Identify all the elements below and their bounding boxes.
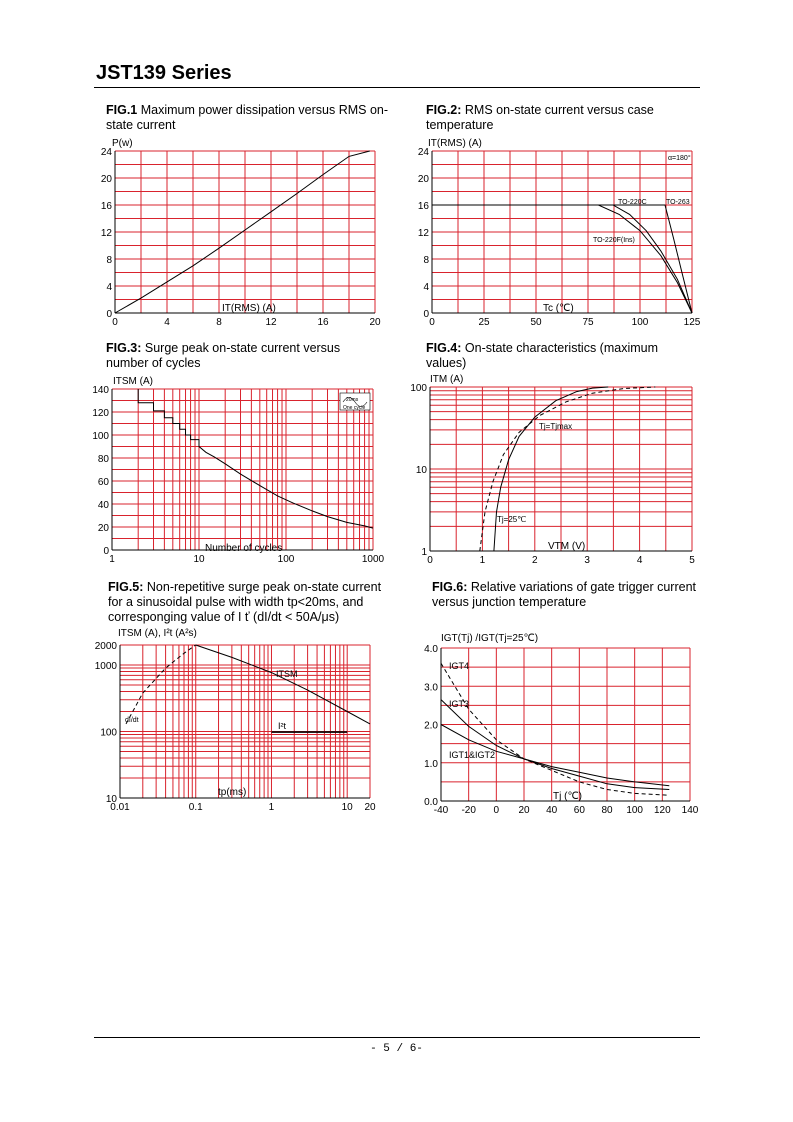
fig1-text: Maximum power dissipation versus RMS on-state current	[106, 103, 389, 132]
chart6-x-tick-label: 100	[626, 805, 644, 816]
chart2-y-tick-label: 0	[423, 309, 429, 320]
chart1-y-tick-label: 8	[106, 255, 112, 266]
chart3-y-tick-label: 20	[97, 523, 109, 534]
chart2-series-label-to263: TO-263	[666, 199, 690, 206]
chart2-alpha-annotation: α=180°	[668, 155, 691, 162]
chart4-series-label-tj25: Tj=25℃	[497, 515, 527, 524]
fig2-label: FIG.2:	[426, 103, 462, 117]
chart6-y-tick-label: 1.0	[424, 758, 438, 770]
chart1-x-axis-label: IT(RMS) (A)	[222, 303, 276, 314]
chart1-y-tick-label: 12	[100, 228, 112, 239]
chart1-x-tick-label: 16	[317, 317, 329, 328]
chart3-y-tick-label: 60	[97, 477, 109, 488]
chart3-y-tick-label: 120	[92, 408, 109, 419]
chart1-y-tick-label: 20	[100, 174, 112, 185]
chart5-series-label-i2t: I²t	[278, 721, 286, 731]
chart6-x-axis-label: Tj (℃)	[553, 791, 582, 802]
chart1-x-tick-label: 12	[265, 317, 277, 328]
chart6-x-tick-label: 80	[601, 805, 613, 816]
page-number: - 5 / 6-	[370, 1043, 423, 1055]
chart5-series-label-itsm: ITSM	[276, 669, 298, 679]
chart6-x-tick-label: 40	[546, 805, 558, 816]
chart5-y-axis-label: ITSM (A), I²t (A²s)	[118, 628, 197, 639]
chart2-x-tick-label: 0	[429, 317, 435, 328]
chart5-x-tick-label: 0.01	[110, 802, 130, 813]
chart5-x-tick-label: 20	[364, 802, 376, 813]
chart2-series-label-to220f: TO-220F(Ins)	[593, 237, 635, 244]
chart4-x-tick-label: 1	[479, 555, 486, 566]
chart4-y-tick-label: 10	[415, 465, 427, 476]
chart3-y-tick-label: 80	[97, 454, 109, 465]
chart2-x-tick-label: 75	[582, 317, 594, 328]
chart2-y-axis-label: IT(RMS) (A)	[428, 138, 482, 149]
fig5-label: FIG.5:	[108, 580, 144, 594]
chart2-x-tick-label: 50	[530, 317, 542, 328]
chart6-y-axis-label: IGT(Tj) /IGT(Tj=25℃)	[441, 633, 539, 644]
chart4-x-tick-label: 3	[584, 555, 590, 566]
chart5-x-tick-label: 1	[268, 802, 275, 813]
chart3-x-tick-label: 100	[277, 554, 295, 565]
fig3-text: Surge peak on-state current versus number of cycles	[106, 341, 341, 370]
chart4-y-axis-label: ITM (A)	[430, 374, 464, 385]
chart3-series-1	[138, 389, 373, 528]
chart5-y-tick-label: 10	[105, 794, 117, 805]
fig5-text: Non-repetitive surge peak on-state current for a sinusoidal pulse with width tp<20ms, and corresponging value of I ť (dI/dt < 50A/μs)	[108, 580, 382, 624]
chart6-y-tick-label: 0.0	[424, 797, 438, 808]
chart3-y-axis-label: ITSM (A)	[113, 376, 153, 387]
chart1-y-tick-label: 4	[106, 282, 112, 293]
fig6-label: FIG.6:	[432, 580, 468, 594]
chart3-y-tick-label: 40	[97, 500, 109, 511]
chart4-x-tick-label: 5	[689, 555, 695, 566]
chart5-x-tick-label: 10	[341, 802, 353, 813]
chart3-x-tick-label: 1000	[361, 554, 385, 565]
chart5-y-tick-label: 1000	[94, 661, 117, 673]
chart6-x-tick-label: -20	[461, 805, 476, 816]
page-title: JST139 Series	[96, 62, 232, 84]
chart2-series-label-to220c: TO-220C	[618, 199, 647, 206]
fig4-text: On-state characteristics (maximum values)	[426, 341, 658, 370]
chart3-y-tick-label: 0	[103, 546, 109, 557]
chart6-y-tick-label: 3.0	[424, 682, 438, 694]
chart6-x-tick-label: 0	[493, 805, 500, 816]
chart2-y-tick-label: 4	[423, 282, 429, 293]
chart2-y-tick-label: 12	[417, 228, 429, 239]
chart1-y-tick-label: 16	[100, 201, 112, 212]
chart6-y-tick-label: 2.0	[424, 720, 438, 732]
chart6-series-label-igt1-igt2: IGT1&IGT2	[449, 750, 496, 760]
chart5-y-tick-label: 2000	[94, 641, 117, 652]
chart1-x-tick-label: 20	[369, 317, 381, 328]
chart2-x-tick-label: 100	[631, 317, 649, 328]
chart2-y-tick-label: 24	[417, 147, 429, 158]
chart4-y-tick-label: 100	[410, 383, 427, 394]
chart2-x-axis-label: Tc (℃)	[543, 303, 574, 314]
chart4-x-tick-label: 4	[636, 555, 643, 566]
fig4-label: FIG.4:	[426, 341, 462, 355]
chart5-x-tick-label: 0.1	[188, 802, 203, 813]
chart6-x-tick-label: 60	[573, 805, 585, 816]
chart6-y-tick-label: 4.0	[424, 644, 438, 655]
chart6-x-tick-label: 140	[681, 805, 699, 816]
chart4-y-tick-label: 1	[421, 547, 427, 558]
chart3-x-axis-label: Number of cycles	[205, 543, 283, 554]
chart4-x-tick-label: 0	[427, 555, 433, 566]
chart1-x-tick-label: 8	[216, 317, 222, 328]
chart2-y-tick-label: 16	[417, 201, 429, 212]
chart4-x-tick-label: 2	[532, 555, 538, 566]
fig2-text: RMS on-state current versus case temperature	[426, 103, 654, 132]
chart5-x-axis-label: tp(ms)	[218, 787, 247, 798]
chart2-x-tick-label: 125	[683, 317, 701, 328]
chart3-y-tick-label: 100	[92, 431, 109, 442]
chart4-x-axis-label: VTM (V)	[548, 541, 586, 552]
chart5-y-tick-label: 100	[100, 727, 117, 739]
chart3-annotation-one-cycle: One cycle	[343, 405, 366, 411]
chart1-y-tick-label: 24	[100, 147, 112, 158]
chart6-series-label-igt3: IGT3	[449, 699, 470, 709]
chart2-y-tick-label: 8	[423, 255, 429, 266]
chart6-x-tick-label: 20	[518, 805, 530, 816]
chart1-x-tick-label: 4	[164, 317, 170, 328]
chart5-annotation-didt: dI/dt	[125, 717, 139, 724]
chart3-y-tick-label: 140	[92, 385, 109, 396]
chart3-annotation-20ms: 20ms	[346, 397, 359, 403]
chart4-series-label-tjmax: Tj=Tjmax	[539, 422, 573, 431]
chart6-x-tick-label: -40	[433, 805, 449, 816]
chart6-x-tick-label: 120	[653, 805, 671, 816]
footer-divider	[94, 1037, 700, 1038]
chart6-series-label-igt4: IGT4	[449, 661, 470, 671]
chart2-y-tick-label: 20	[417, 174, 429, 185]
chart1-y-tick-label: 0	[106, 309, 112, 320]
chart2-x-tick-label: 25	[478, 317, 490, 328]
chart1-x-tick-label: 0	[112, 317, 118, 328]
fig3-label: FIG.3:	[106, 341, 142, 355]
fig6-text: Relative variations of gate trigger current versus junction temperature	[432, 580, 697, 609]
chart1-y-axis-label: P(w)	[112, 138, 133, 149]
chart3-x-tick-label: 1	[109, 554, 115, 565]
chart3-x-tick-label: 10	[193, 554, 205, 565]
fig1-label: FIG.1	[106, 103, 138, 117]
chart5-series-3	[126, 645, 196, 724]
